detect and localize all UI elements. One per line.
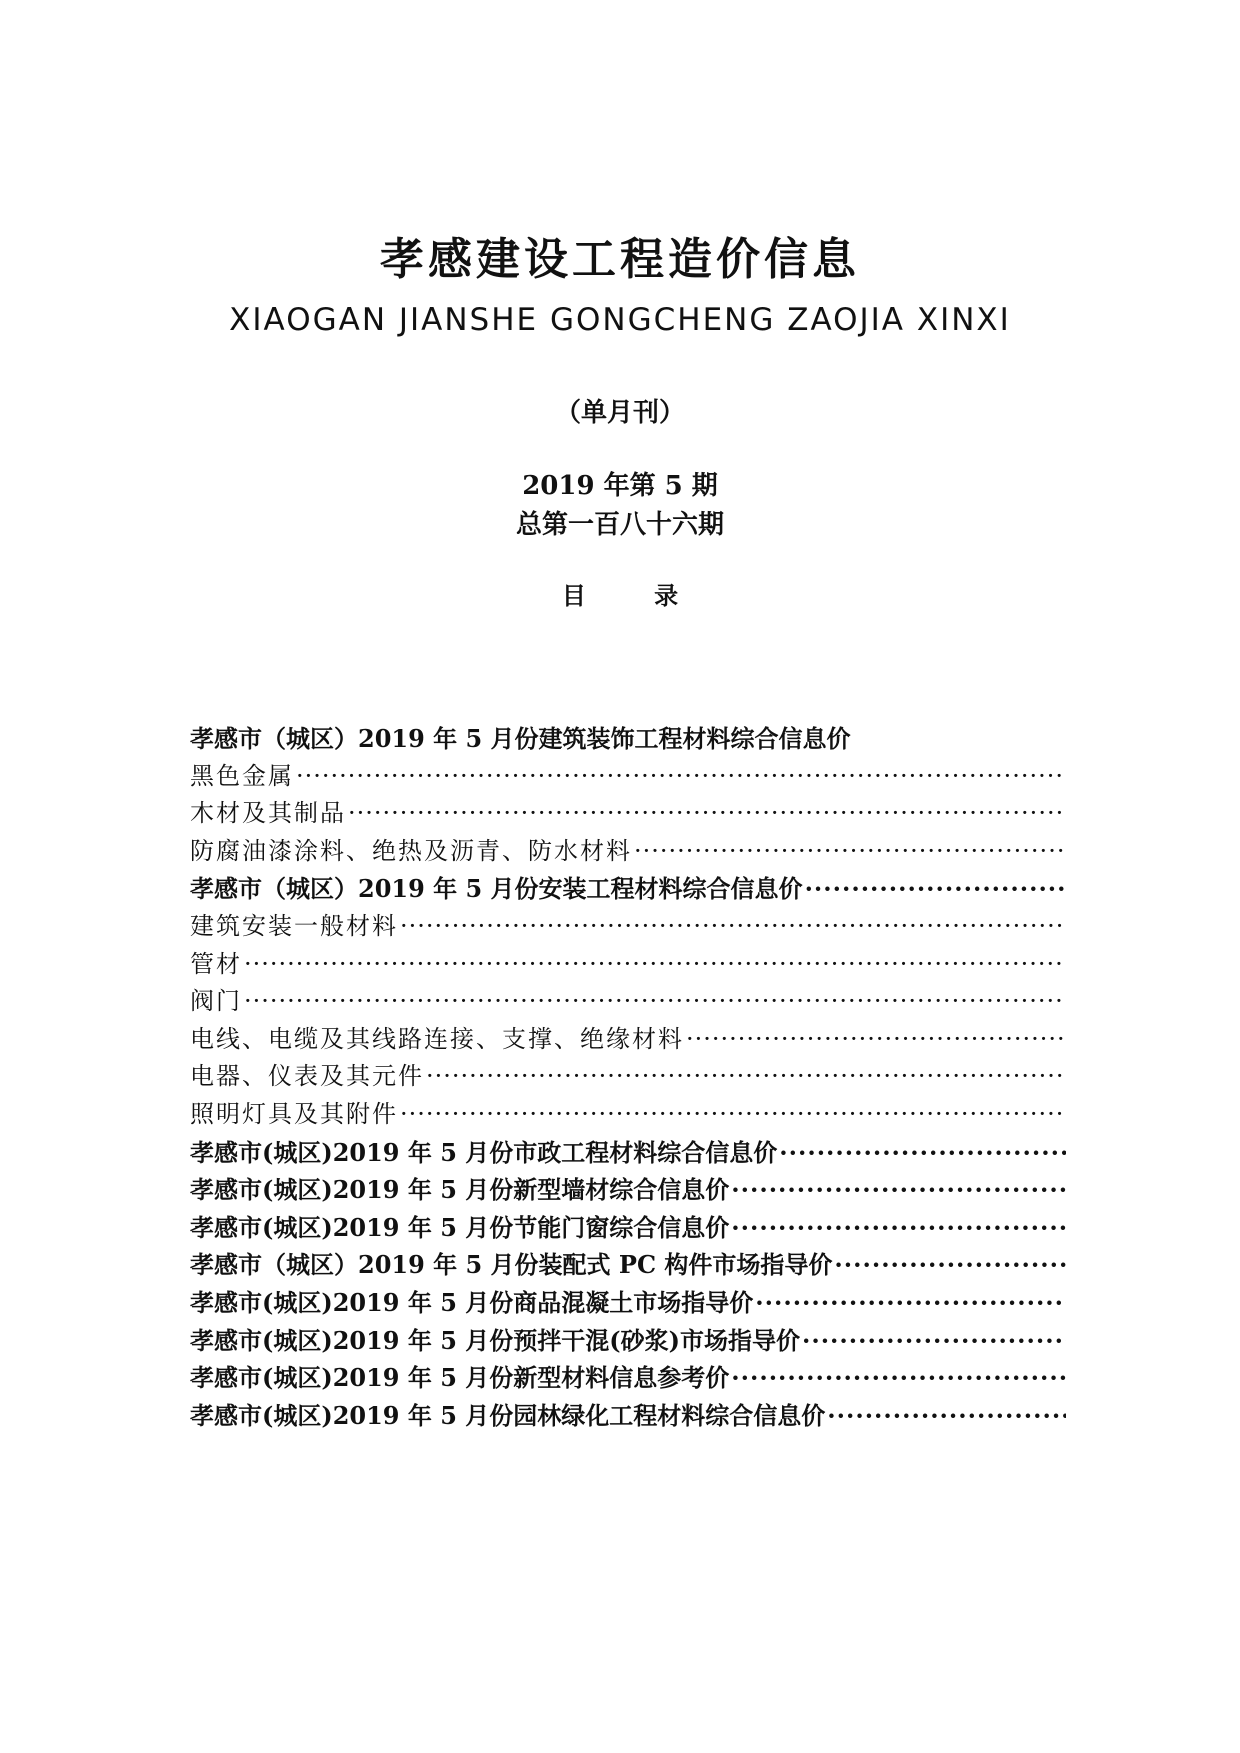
toc-entry[interactable] — [190, 1021, 1066, 1059]
toc-entry-text: 孝感市(城区)2019 年 5 月份园林绿化工程材料综合信息价 — [190, 1400, 826, 1430]
toc-dot-leader — [731, 1171, 1066, 1209]
toc-entry-text: 电器、仪表及其元件 — [190, 1062, 424, 1091]
toc-dot-leader — [426, 1058, 1066, 1096]
toc-entry[interactable] — [190, 908, 1066, 946]
toc-dot-leader — [805, 870, 1066, 908]
toc-entry-text: 孝感市（城区）2019 年 5 月份安装工程材料综合信息价 — [190, 874, 803, 904]
document-title-pinyin: XIAOGAN JIANSHE GONGCHENG ZAOJIA XINXI — [229, 302, 1011, 338]
toc-dot-leader — [296, 758, 1066, 796]
toc-entry[interactable] — [190, 1209, 1066, 1247]
toc-dot-leader — [755, 1284, 1066, 1322]
toc-entry[interactable] — [190, 1246, 1066, 1284]
toc-dot-leader — [686, 1021, 1066, 1059]
toc-entry-text: 孝感市(城区)2019 年 5 月份节能门窗综合信息价 — [190, 1212, 730, 1242]
toc-entry[interactable] — [190, 1171, 1066, 1209]
toc-entry[interactable] — [190, 1284, 1066, 1322]
toc-dot-leader — [731, 1359, 1066, 1397]
toc-entry[interactable] — [190, 758, 1066, 796]
toc-entry-text: 黑色金属 — [190, 761, 294, 790]
toc-heading: 目 录 — [561, 581, 709, 610]
toc-entry-text: 管材 — [190, 949, 242, 978]
publication-frequency: （单月刊） — [554, 398, 685, 428]
toc-dot-leader — [827, 1397, 1066, 1435]
toc-entry[interactable] — [190, 795, 1066, 833]
toc-entry[interactable] — [190, 1322, 1066, 1360]
toc-entry-text: 孝感市(城区)2019 年 5 月份预拌干混(砂浆)市场指导价 — [190, 1325, 800, 1355]
toc-dot-leader — [634, 833, 1066, 871]
toc-dot-leader — [400, 1096, 1066, 1134]
toc-dot-leader — [779, 1134, 1066, 1172]
toc-entry-text: 孝感市(城区)2019 年 5 月份商品混凝土市场指导价 — [190, 1287, 754, 1317]
toc-entry-text: 孝感市（城区）2019 年 5 月份装配式 PC 构件市场指导价 — [190, 1250, 833, 1280]
toc-entry-text: 孝感市(城区)2019 年 5 月份新型材料信息参考价 — [190, 1363, 730, 1393]
toc-entry-text: 木材及其制品 — [190, 799, 346, 828]
toc-entry[interactable] — [190, 833, 1066, 871]
toc-entry[interactable] — [190, 946, 1066, 984]
toc-dot-leader — [244, 983, 1066, 1021]
toc-entry-text: 照明灯具及其附件 — [190, 1099, 398, 1128]
toc-entry[interactable] — [190, 1096, 1066, 1134]
toc-dot-leader — [400, 908, 1066, 946]
toc-entry-text: 孝感市(城区)2019 年 5 月份新型墙材综合信息价 — [190, 1175, 730, 1205]
toc-dot-leader — [731, 1209, 1066, 1247]
toc-entry-text: 电线、电缆及其线路连接、支撑、绝缘材料 — [190, 1024, 684, 1053]
toc-entry[interactable] — [190, 1134, 1066, 1172]
toc-entry[interactable] — [190, 983, 1066, 1021]
toc-dot-leader — [244, 946, 1066, 984]
toc-entry-text: 孝感市(城区)2019 年 5 月份市政工程材料综合信息价 — [190, 1137, 778, 1167]
toc-entry-text: 建筑安装一般材料 — [190, 911, 398, 940]
toc-entry[interactable] — [190, 870, 1066, 908]
table-of-contents — [190, 720, 1066, 1434]
toc-entry[interactable] — [190, 1058, 1066, 1096]
toc-dot-leader — [802, 1322, 1066, 1360]
toc-entry[interactable] — [190, 1359, 1066, 1397]
toc-entry[interactable] — [190, 1397, 1066, 1435]
toc-entry-text: 孝感市（城区）2019 年 5 月份建筑装饰工程材料综合信息价 — [190, 724, 851, 753]
toc-entry-text: 防腐油漆涂料、绝热及沥青、防水材料 — [190, 836, 632, 865]
toc-entry[interactable] — [190, 720, 1066, 758]
toc-dot-leader — [348, 795, 1066, 833]
document-title: 孝感建设工程造价信息 — [380, 234, 860, 285]
toc-dot-leader — [834, 1246, 1066, 1284]
issue-total-number: 总第一百八十六期 — [515, 510, 724, 540]
issue-number: 2019 年第 5 期 — [522, 471, 718, 501]
toc-entry-text: 阀门 — [190, 987, 242, 1016]
